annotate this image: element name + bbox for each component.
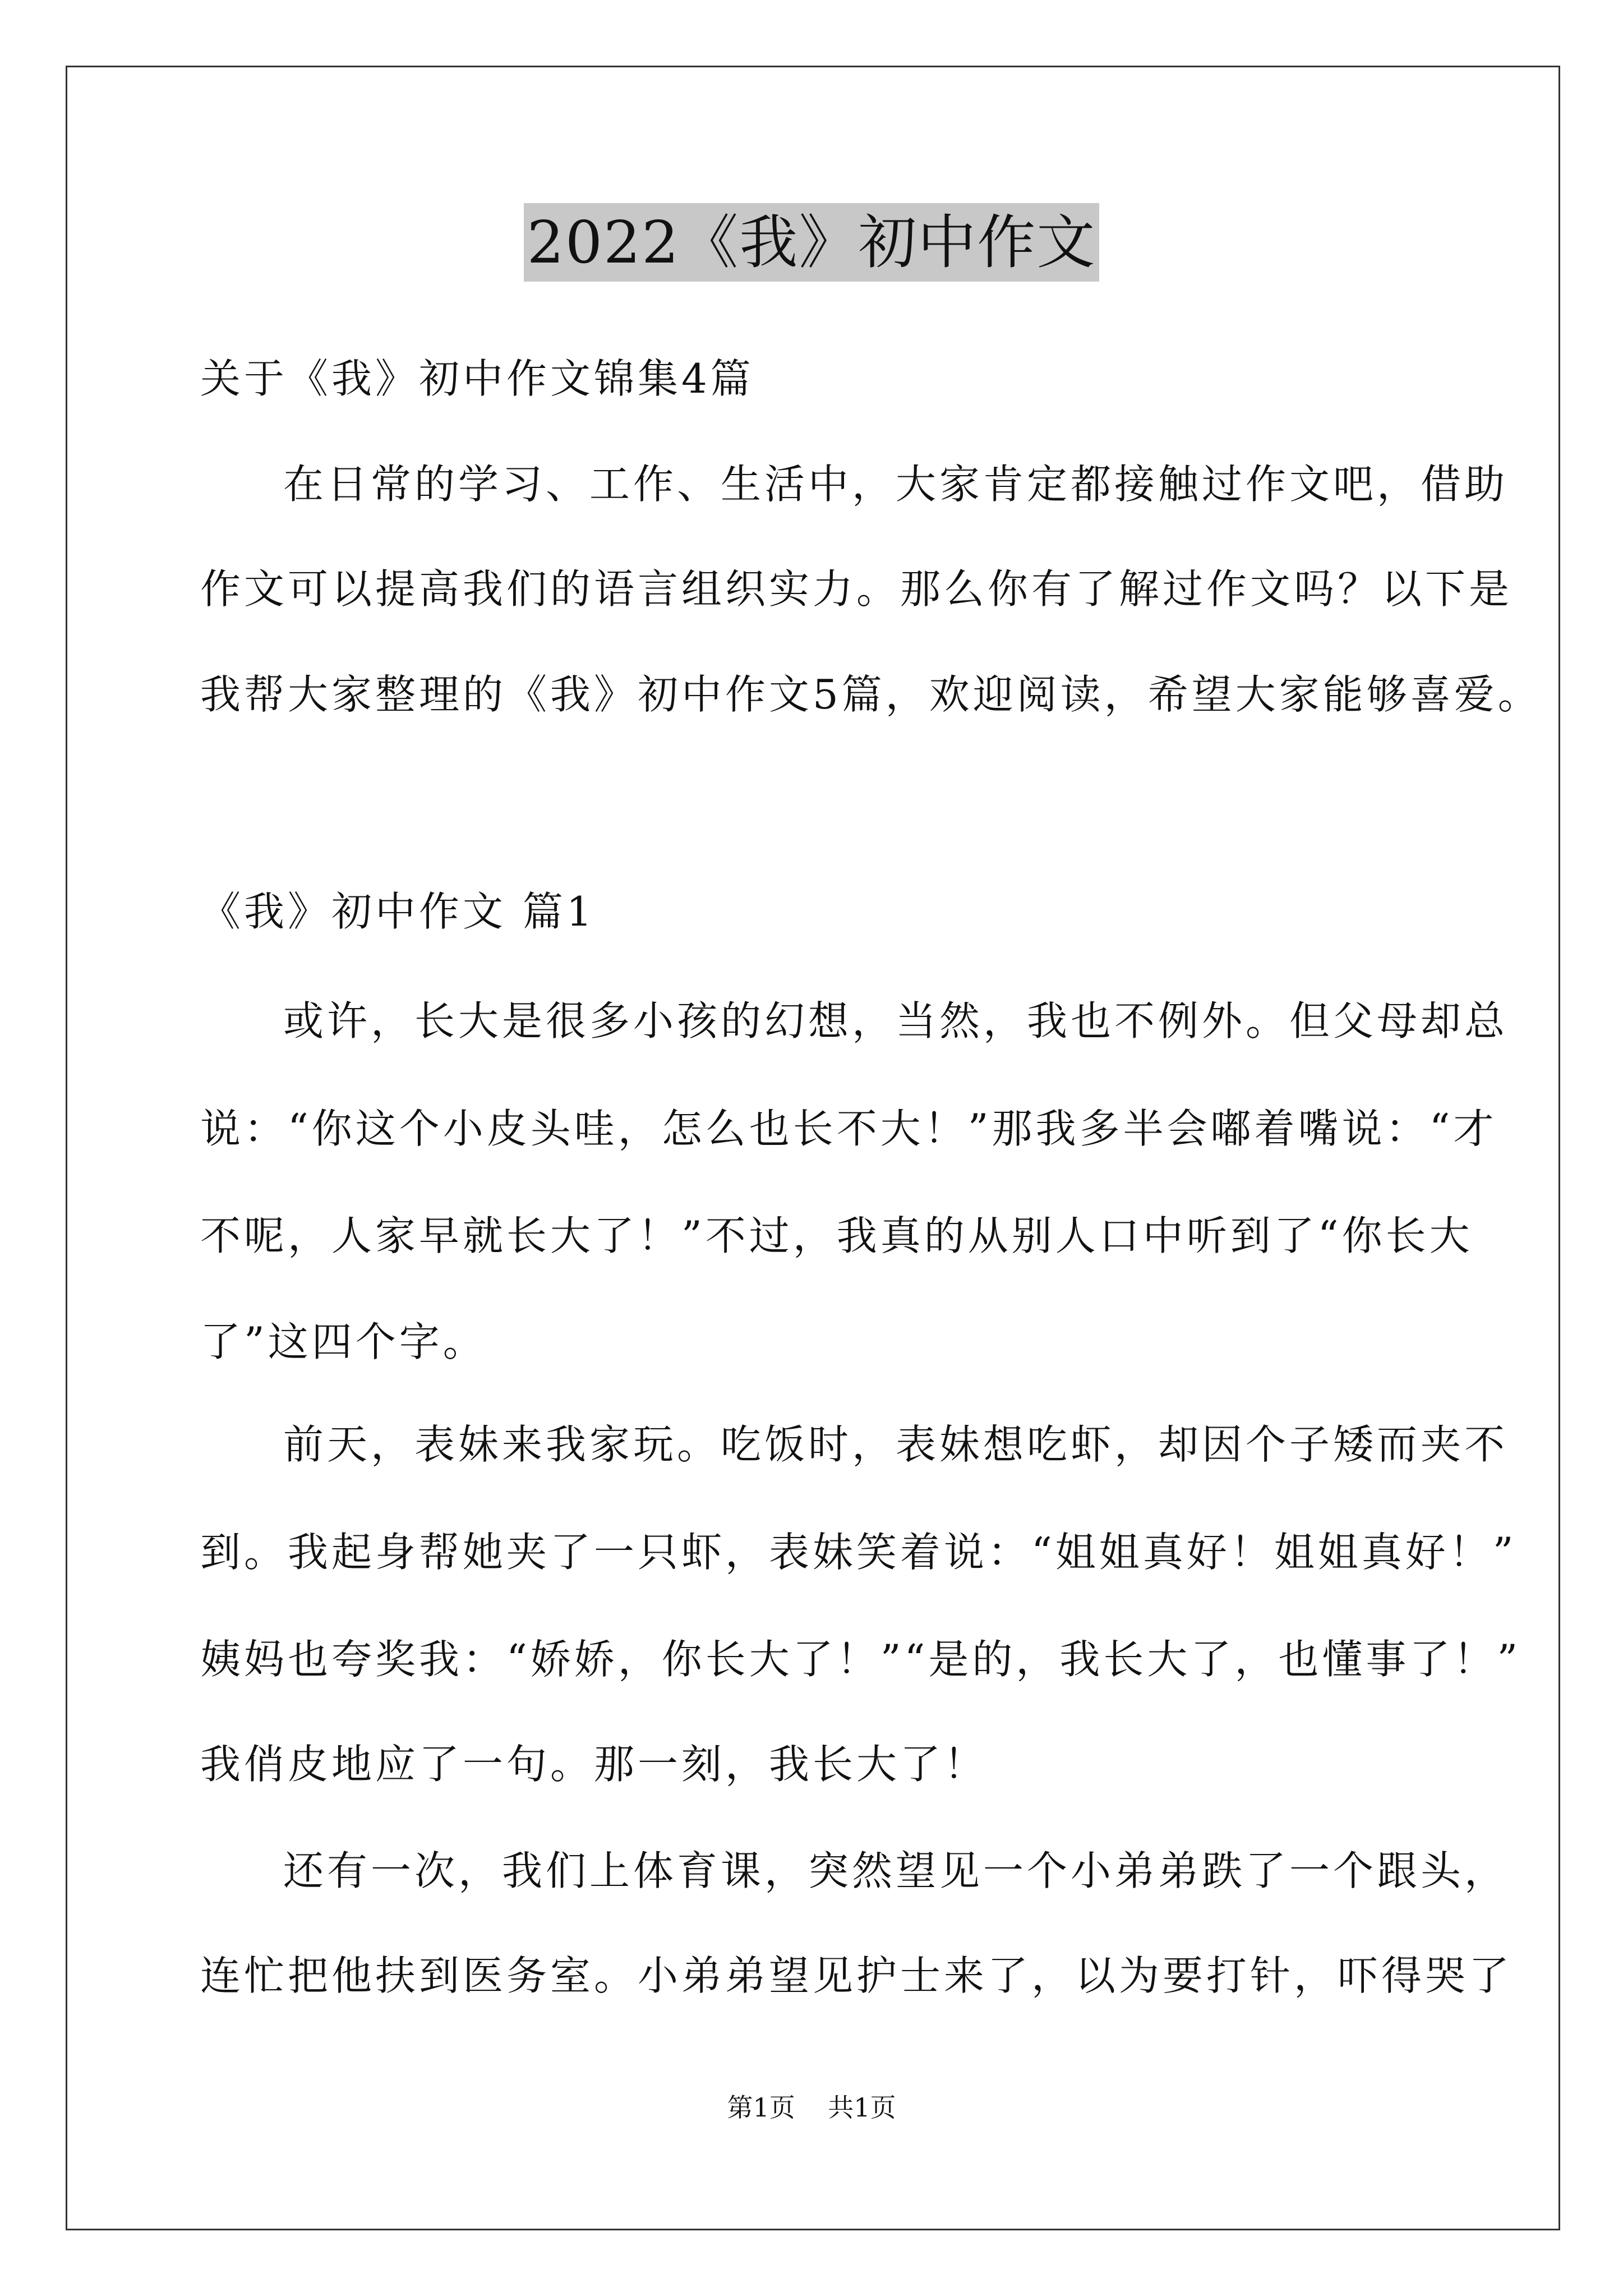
paragraph2-line-2: 到。我起身帮她夹了一只虾，表妹笑着说：“姐姐真好！姐姐真好！” [200, 1529, 1517, 1576]
document-title: 2022《我》初中作文 [524, 203, 1100, 282]
paragraph2-line-3: 姨妈也夸奖我：“娇娇，你长大了！”“是的，我长大了，也懂事了！” [200, 1636, 1521, 1683]
section-heading: 《我》初中作文 篇1 [200, 888, 596, 935]
subtitle: 关于《我》初中作文锦集4篇 [200, 355, 754, 402]
paragraph2-line-4: 我俏皮地应了一句。那一刻，我长大了！ [200, 1741, 988, 1788]
paragraph1-line-3: 不呢，人家早就长大了！”不过，我真的从别人口中听到了“你长大 [200, 1212, 1473, 1259]
intro-line-2: 作文可以提高我们的语言组织实力。那么你有了解过作文吗？以下是 [200, 565, 1513, 613]
page-footer: 第1页 共1页 [727, 2092, 896, 2123]
paragraph3-line-1: 还有一次，我们上体育课，突然望见一个小弟弟跌了一个跟头， [283, 1847, 1509, 1894]
intro-line-1: 在日常的学习、工作、生活中，大家肯定都接触过作文吧，借助 [283, 461, 1509, 508]
intro-line-3: 我帮大家整理的《我》初中作文5篇，欢迎阅读，希望大家能够喜爱。 [200, 671, 1542, 718]
paragraph1-line-1: 或许，长大是很多小孩的幻想，当然，我也不例外。但父母却总 [283, 997, 1509, 1045]
paragraph1-line-2: 说：“你这个小皮头哇，怎么也长不大！”那我多半会嘟着嘴说：“才 [200, 1105, 1497, 1152]
title-container [0, 203, 1623, 282]
paragraph1-line-4: 了”这四个字。 [200, 1318, 487, 1365]
paragraph3-line-2: 连忙把他扶到医务室。小弟弟望见护士来了，以为要打针，吓得哭了 [200, 1952, 1513, 1999]
paragraph2-line-1: 前天，表妹来我家玩。吃饭时，表妹想吃虾，却因个子矮而夹不 [283, 1421, 1509, 1468]
